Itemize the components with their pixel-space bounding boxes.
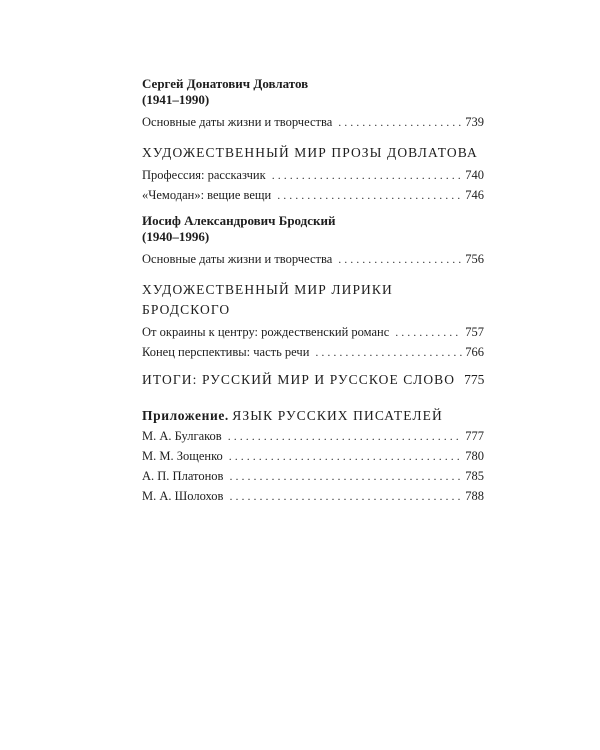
entry-page: 780 — [465, 449, 484, 463]
section-heading: ХУДОЖЕСТВЕННЫЙ МИР ЛИРИКИ БРОДСКОГО — [142, 282, 393, 317]
dot-leader — [315, 342, 462, 362]
toc-entry[interactable] — [142, 165, 484, 185]
appendix-title: ЯЗЫК РУССКИХ ПИСАТЕЛЕЙ — [232, 408, 443, 423]
toc-entry-summary[interactable] — [142, 370, 484, 390]
entry-page: 775 — [464, 372, 485, 387]
entry-page: 785 — [465, 469, 484, 483]
dot-leader — [272, 165, 463, 185]
entry-page: 766 — [465, 345, 484, 359]
entry-title: Основные даты жизни и творчества — [142, 115, 333, 129]
entry-page: 740 — [465, 168, 484, 182]
dot-leader — [395, 322, 462, 342]
toc-entry[interactable] — [142, 112, 484, 132]
table-of-contents — [142, 76, 484, 506]
section-dovlatov-prose — [142, 143, 484, 205]
entry-page: 788 — [465, 489, 484, 503]
entry-title: М. А. Шолохов — [142, 489, 224, 503]
toc-entry[interactable] — [142, 466, 484, 486]
entry-title: М. М. Зощенко — [142, 449, 223, 463]
dot-leader — [229, 446, 462, 466]
author-years: (1941–1990) — [142, 92, 210, 107]
entry-page: 757 — [465, 325, 484, 339]
author-block-dovlatov — [142, 76, 484, 132]
dot-leader — [277, 185, 462, 205]
entry-page: 746 — [465, 188, 484, 202]
dot-leader — [338, 112, 462, 132]
dot-leader — [228, 426, 463, 446]
entry-title: «Чемодан»: вещие вещи — [142, 188, 272, 202]
entry-title: От окраины к центру: рождественский романс — [142, 325, 390, 339]
toc-entry[interactable] — [142, 322, 484, 342]
entry-title: ИТОГИ: РУССКИЙ МИР И РУССКОЕ СЛОВО — [142, 372, 456, 387]
dot-leader — [229, 466, 462, 486]
section-appendix — [142, 406, 484, 506]
section-heading: ХУДОЖЕСТВЕННЫЙ МИР ПРОЗЫ ДОВЛАТОВА — [142, 145, 478, 160]
toc-entry[interactable] — [142, 342, 484, 362]
appendix-heading — [142, 406, 484, 426]
entry-page: 777 — [465, 429, 484, 443]
toc-entry[interactable] — [142, 249, 484, 269]
author-name: Сергей Донатович Довлатов — [142, 76, 309, 91]
author-name: Иосиф Александрович Бродский — [142, 213, 336, 228]
author-block-brodsky — [142, 213, 484, 269]
toc-entry[interactable] — [142, 486, 484, 506]
entry-page: 739 — [465, 115, 484, 129]
entry-title: Конец перспективы: часть речи — [142, 345, 310, 359]
entry-title: Основные даты жизни и творчества — [142, 252, 333, 266]
section-brodsky-lyrics — [142, 280, 484, 362]
entry-title: А. П. Платонов — [142, 469, 224, 483]
dot-leader — [229, 486, 462, 506]
toc-entry[interactable] — [142, 426, 484, 446]
dot-leader — [338, 249, 462, 269]
toc-entry[interactable] — [142, 185, 484, 205]
toc-entry[interactable] — [142, 446, 484, 466]
entry-title: М. А. Булгаков — [142, 429, 222, 443]
entry-page: 756 — [465, 252, 484, 266]
author-years: (1940–1996) — [142, 229, 210, 244]
appendix-label: Приложение. — [142, 408, 229, 423]
entry-title: Профессия: рассказчик — [142, 168, 266, 182]
